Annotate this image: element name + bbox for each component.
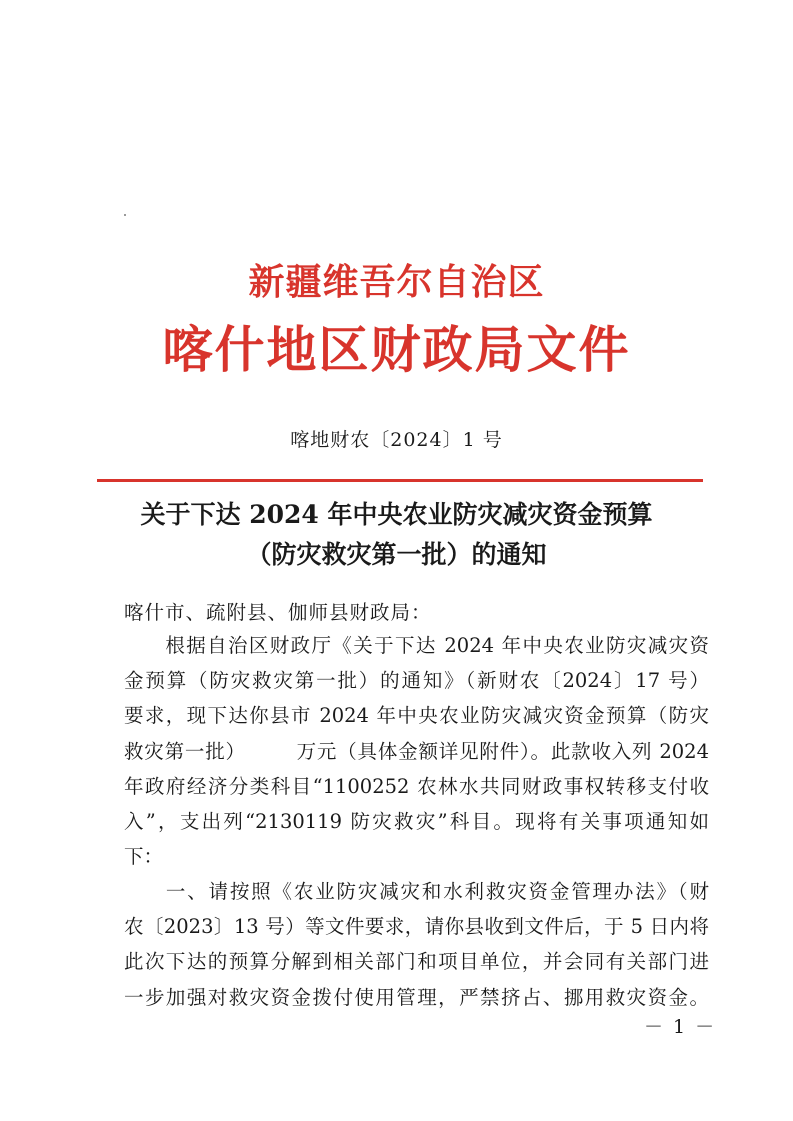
red-separator-line: [97, 479, 703, 482]
paragraph-line: 一、请按照《农业防灾减灾和水利救灾资金管理办法》（财: [164, 880, 709, 903]
document-title-line-1: 关于下达 2024 年中央农业防灾减灾资金预算: [140, 500, 653, 529]
paragraph-line: 要求，现下达你县市 2024 年中央农业防灾减灾资金预算（防灾: [124, 704, 709, 728]
paragraph-line: 入”，支出列“2130119 防灾救灾”科目。现将有关事项通知如: [124, 809, 709, 833]
paragraph-line: 此次下达的预算分解到相关部门和项目单位，并会同有关部门进: [124, 950, 709, 974]
page-number: － 1 －: [644, 1016, 717, 1038]
issuer-document-heading: 喀什地区财政局文件: [162, 320, 631, 379]
document-number: 喀地财农〔2024〕1 号: [290, 429, 503, 451]
paragraph-line: 救灾第一批） 万元（具体金额详见附件）。此款收入列 2024: [124, 739, 709, 763]
addressee: 喀什市、疏附县、伽师县财政局：: [124, 601, 432, 624]
paragraph-line: 下：: [124, 845, 164, 869]
issuer-region: 新疆维吾尔自治区: [248, 261, 545, 303]
paragraph-line: 根据自治区财政厅《关于下达 2024 年中央农业防灾减灾资: [164, 634, 709, 657]
body-paragraph-2: [124, 874, 709, 1015]
body-paragraph-1: [124, 628, 709, 874]
document-title-line-2: （防灾救灾第一批）的通知: [246, 540, 547, 569]
paragraph-line: 农〔2023〕13 号）等文件要求，请你县收到文件后，于 5 日内将: [124, 915, 709, 939]
paragraph-line: 金预算（防灾救灾第一批）的通知》（新财农〔2024〕17 号）: [124, 669, 709, 693]
scan-speck: [124, 214, 126, 216]
paragraph-line: 年政府经济分类科目“1100252 农林水共同财政事权转移支付收: [124, 774, 709, 798]
paragraph-line: 一步加强对救灾资金拨付使用管理，严禁挤占、挪用救灾资金。: [124, 985, 709, 1009]
